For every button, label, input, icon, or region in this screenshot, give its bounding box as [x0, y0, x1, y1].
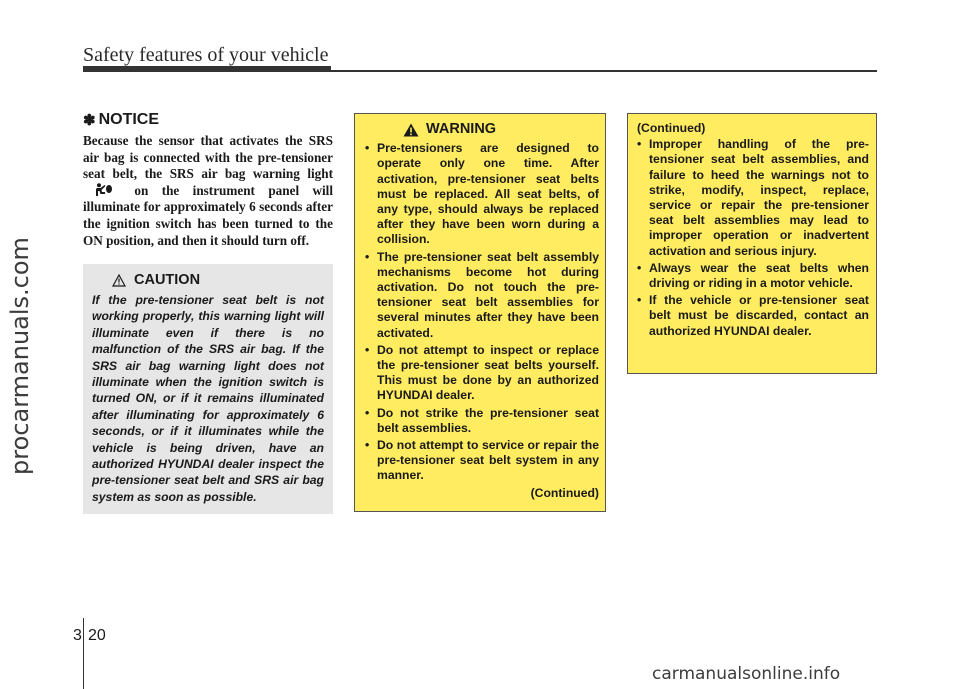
page-header-title: Safety features of your vehicle	[83, 44, 329, 66]
warning-continued-label: (Continued)	[530, 485, 599, 500]
airbag-warning-icon	[91, 183, 113, 197]
warning-continued-item: • If the vehicle or pre-tensioner seat belt must be discarded, contact an authorized HYUNDAI dealer.	[637, 293, 869, 339]
warning-continued-heading: (Continued)	[637, 121, 706, 135]
caution-box	[83, 264, 333, 514]
warning-item: • Do not attempt to service or repair the pre-tensioner seat belt system in any manner.	[365, 438, 599, 484]
warning-item: • Do not strike the pre-tensioner seat belt assemblies.	[365, 406, 599, 436]
warning-box	[354, 113, 606, 512]
notice-star-icon: ✽	[83, 112, 96, 129]
notice-text-after-icon: on the instrument panel will illuminate for approximately 6 seconds after the ignition switch has been turned to the ON position, and then it should turn off.	[83, 182, 334, 248]
footer-page-number: 20	[88, 627, 106, 644]
notice-heading-text: NOTICE	[98, 111, 160, 128]
warning-heading	[403, 122, 599, 137]
warning-continued-item: • Improper handling of the pre-tensioner seat belt assemblies, and failure to heed the warnings not to strike, modify, inspect, replace, service or repair the pre-tensioner seat belt assemblies may lead to improper operation or inadvertent activation and serious injury.	[637, 137, 869, 259]
warning-continued-list	[637, 137, 869, 339]
notice-section	[83, 111, 333, 249]
footer-divider	[83, 618, 84, 689]
caution-heading	[112, 272, 324, 288]
caution-heading-text: CAUTION	[134, 272, 201, 288]
watermark-left-text: procarmanuals.com	[6, 237, 35, 475]
notice-heading	[83, 111, 333, 129]
warning-triangle-icon	[403, 123, 419, 137]
notice-text-before-icon: Because the sensor that activates the SRS air bag is connected with the pre-tensioner seat belt, the SRS air bag warning light	[83, 133, 333, 182]
warning-item: • Do not attempt to inspect or replace the pre-tensioner seat belts yourself. This must be done by an authorized HYUNDAI dealer.	[365, 343, 599, 404]
warning-item: • The pre-tensioner seat belt assembly mechanisms become hot during activation. Do not touch the pre-tensioner seat belt assemblies for several minutes after they have been activated.	[365, 250, 599, 341]
warning-continued-item: • Always wear the seat belts when driving or riding in a motor vehicle.	[637, 261, 869, 291]
warning-heading-text: WARNING	[426, 121, 497, 137]
footer-section-number: 3	[73, 627, 82, 644]
warning-continued-box	[627, 113, 877, 374]
caution-triangle-icon	[112, 274, 126, 287]
watermark-left	[4, 166, 36, 546]
watermark-bottom: carmanualsonline.info	[652, 664, 841, 684]
caution-body: If the pre-tensioner seat belt is not working properly, this warning light will illuminate even if there is no malfunction of the SRS air bag. If the SRS air bag warning light does not illuminate when the ignition switch is turned ON, or if it remains illuminated after illuminating for approximately 6 seconds, or if it illuminates while the vehicle is being driven, have an authorized HYUNDAI dealer inspect the pre-tensioner seat belt and SRS air bag system as soon as possible.	[92, 293, 324, 504]
warning-item: • Pre-tensioners are designed to operate only one time. After activation, pre-tensioner seat belts must be replaced. All seat belts, of any type, should always be replaced after they have been worn during a collision.	[365, 141, 599, 247]
warning-list	[365, 141, 599, 483]
notice-body	[83, 133, 333, 249]
header-rule-thin	[83, 70, 877, 72]
